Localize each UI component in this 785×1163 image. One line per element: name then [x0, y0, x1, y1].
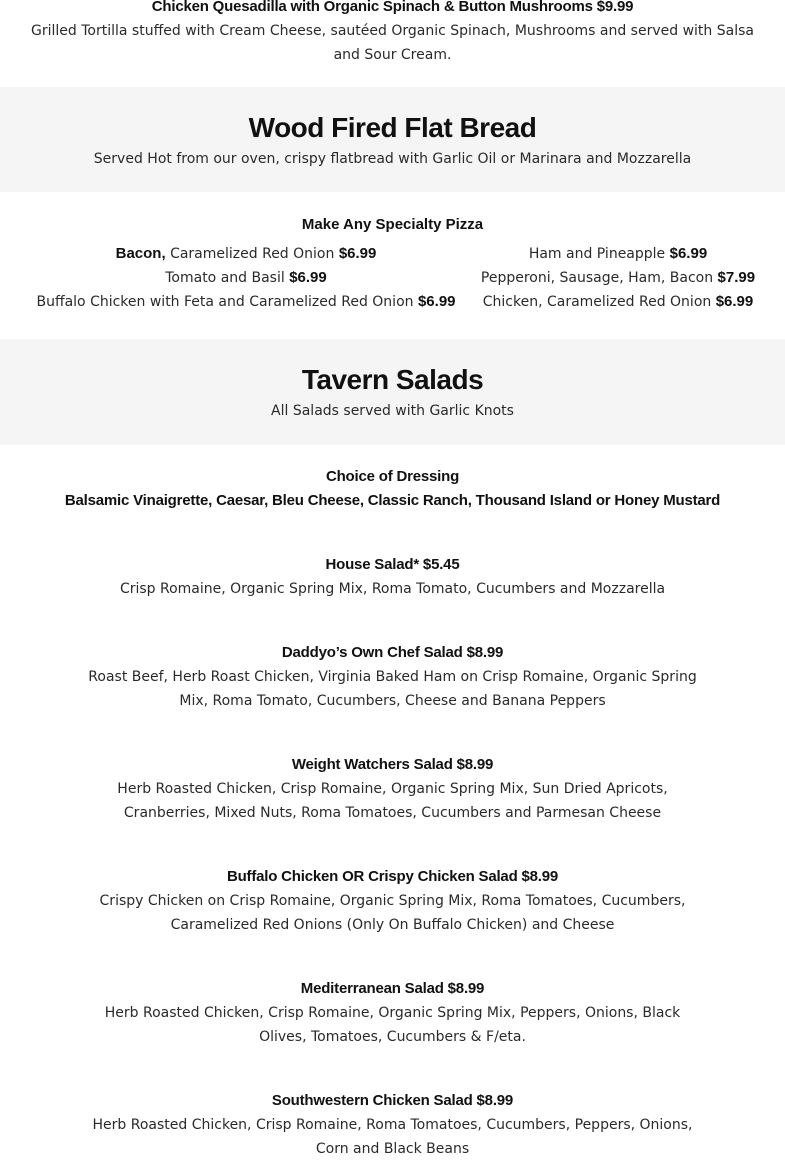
pizza-option-price: $6.99 — [669, 245, 708, 262]
pizza-heading: Make Any Specialty Pizza — [301, 216, 484, 233]
menu-item-title: Weight Watchers Salad $8.99 — [291, 756, 494, 773]
dressing-heading: Choice of Dressing — [325, 468, 460, 485]
pizza-option — [0, 242, 492, 266]
pizza-column-left — [0, 242, 492, 314]
menu-item-title: Buffalo Chicken OR Crispy Chicken Salad $8.99 — [226, 868, 559, 885]
section-subtitle: Served Hot from our oven, crispy flatbread with Garlic Oil or Marinara and Mozzarella — [93, 151, 692, 167]
pizza-option — [450, 266, 785, 290]
dressing-options: Balsamic Vinaigrette, Caesar, Bleu Cheese, Classic Ranch, Thousand Island or Honey Mustard — [64, 492, 721, 509]
menu-item-description: Herb Roasted Chicken, Crisp Romaine, Roma Tomatoes, Cucumbers, Peppers, Onions, Corn and Black Beans — [92, 1117, 693, 1157]
section-title: Tavern Salads — [301, 364, 484, 395]
salad-list — [0, 553, 785, 1163]
menu-item-title: Daddyo’s Own Chef Salad $8.99 — [281, 644, 504, 661]
pizza-option-price: $6.99 — [417, 293, 456, 310]
pizza-column-right — [450, 242, 785, 314]
menu-item-title: Southwestern Chicken Salad $8.99 — [271, 1092, 514, 1109]
menu-item-description: Herb Roasted Chicken, Crisp Romaine, Organic Spring Mix, Peppers, Onions, Black Olives, Tomatoes, Cucumbers & F/eta. — [104, 1005, 681, 1045]
menu-item-mediterranean-salad — [0, 977, 785, 1049]
menu-item-chef-salad — [0, 641, 785, 713]
pizza-option-text: Pepperoni, Sausage, Ham, Bacon — [480, 270, 718, 286]
menu-item-description: Roast Beef, Herb Roast Chicken, Virginia Baked Ham on Crisp Romaine, Organic Spring Mix, Roma Tomato, Cucumbers, Cheese and Banana Peppers — [88, 669, 697, 709]
menu-item-chicken-quesadilla — [0, 0, 785, 67]
pizza-option-price: $6.99 — [289, 269, 327, 286]
section-header-salads — [0, 339, 785, 445]
section-header-flatbread — [0, 87, 785, 192]
pizza-option — [0, 266, 492, 290]
pizza-option-text: Ham and Pineapple — [528, 246, 670, 262]
pizza-option-price: $7.99 — [717, 269, 756, 286]
menu-item-title: Mediterranean Salad $8.99 — [300, 980, 485, 997]
pizza-option — [450, 290, 785, 314]
menu-item-buffalo-chicken-salad — [0, 865, 785, 937]
menu-item-description: Herb Roasted Chicken, Crisp Romaine, Organic Spring Mix, Sun Dried Apricots, Cranberries, Mixed Nuts, Roma Tomatoes, Cucumbers and Parmesan Cheese — [117, 781, 668, 821]
menu-item-house-salad — [0, 553, 785, 601]
pizza-option-bold: Bacon, — [115, 245, 166, 262]
pizza-option-text: Tomato and Basil — [165, 270, 290, 286]
menu-item-description: Grilled Tortilla stuffed with Cream Cheese, sautéed Organic Spinach, Mushrooms and served with Salsa and Sour Cream. — [31, 23, 754, 63]
pizza-option-price: $6.99 — [338, 245, 377, 262]
section-subtitle: All Salads served with Garlic Knots — [271, 403, 514, 419]
menu-item-description: Crisp Romaine, Organic Spring Mix, Roma Tomato, Cucumbers and Mozzarella — [119, 581, 666, 597]
menu-item-southwestern-chicken-salad — [0, 1089, 785, 1161]
menu-item-description: Crispy Chicken on Crisp Romaine, Organic Spring Mix, Roma Tomatoes, Cucumbers, Caramelized Red Onions (Only On Buffalo Chicken) and Cheese — [99, 893, 686, 933]
specialty-pizza-block — [0, 213, 785, 322]
pizza-option-text: Buffalo Chicken with Feta and Caramelized Red Onion — [36, 294, 418, 310]
pizza-option-text: Caramelized Red Onion — [165, 246, 339, 262]
pizza-option — [0, 290, 492, 314]
pizza-option — [450, 242, 785, 266]
pizza-option-text: Chicken, Caramelized Red Onion — [482, 294, 716, 310]
menu-item-title: Chicken Quesadilla with Organic Spinach & Button Mushrooms $9.99 — [151, 0, 634, 15]
pizza-columns — [0, 242, 785, 322]
section-title: Wood Fired Flat Bread — [248, 112, 537, 143]
menu-item-weight-watchers-salad — [0, 753, 785, 825]
pizza-option-price: $6.99 — [715, 293, 754, 310]
dressing-block — [0, 465, 785, 513]
menu-item-title: House Salad* $5.45 — [325, 556, 460, 573]
